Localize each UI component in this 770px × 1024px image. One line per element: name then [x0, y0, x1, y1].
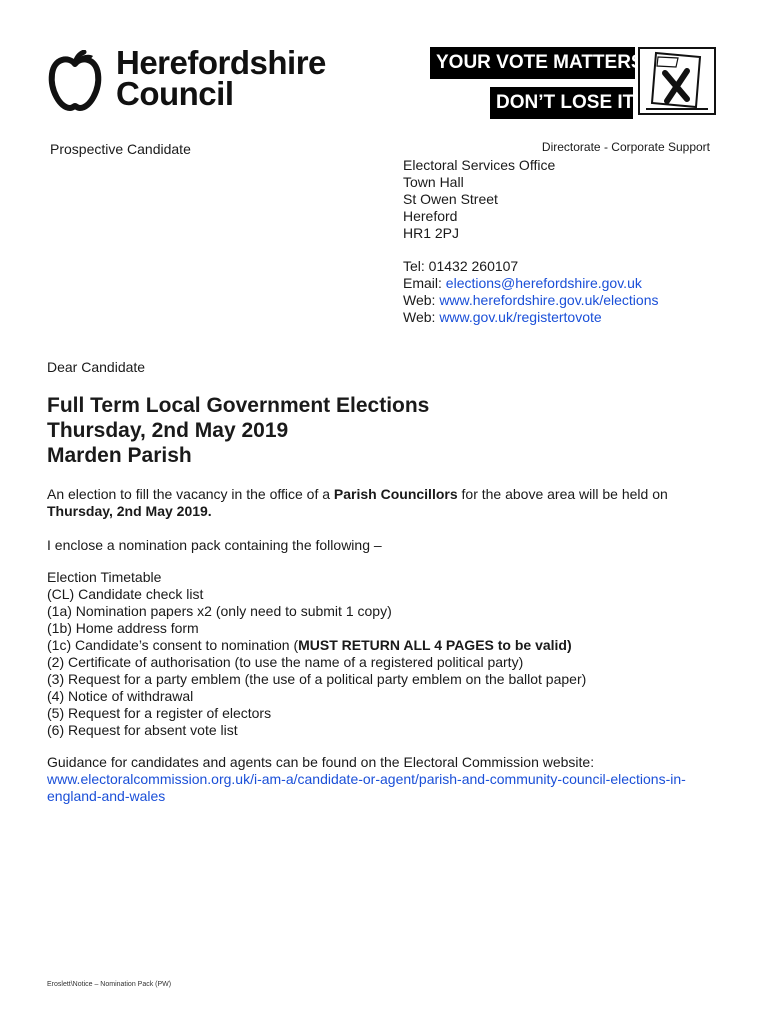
telephone: Tel: 01432 260107	[403, 258, 519, 274]
sender-address	[403, 157, 555, 242]
list-item: (2) Certificate of authorisation (to use the name of a registered political party)	[47, 654, 524, 670]
heading-parish: Marden Parish	[47, 444, 192, 467]
address-line: Hereford	[403, 208, 458, 224]
list-item: (CL) Candidate check list	[47, 586, 204, 602]
email-label: Email:	[403, 275, 446, 291]
email-link[interactable]: elections@herefordshire.gov.uk	[445, 275, 642, 291]
list-item: (6) Request for absent vote list	[47, 722, 238, 738]
directorate: Directorate - Corporate Support	[541, 140, 710, 154]
web-link-elections[interactable]: www.herefordshire.gov.uk/elections	[439, 292, 659, 308]
footer-reference: Eroslett\Notice – Nomination Pack (PW)	[47, 981, 172, 988]
list-item: (4) Notice of withdrawal	[47, 688, 194, 704]
apple-icon	[46, 50, 104, 112]
council-logo-text	[116, 44, 326, 112]
intro-text: An election to fill the vacancy in the office of a	[47, 486, 334, 502]
ballot-box-icon	[638, 47, 716, 115]
address-line: Town Hall	[403, 174, 464, 190]
consent-warning: MUST RETURN ALL 4 PAGES to be valid)	[298, 637, 572, 653]
list-item: (1a) Nomination papers x2 (only need to submit 1 copy)	[47, 603, 392, 619]
guidance-link[interactable]: www.electoralcommission.org.uk/i-am-a/candidate-or-agent/parish-and-community-council-elections-in-england-and-wales	[47, 771, 686, 804]
contact-details	[403, 258, 659, 326]
intro-office: Parish Councillors	[333, 486, 458, 502]
web-label: Web:	[403, 309, 440, 325]
email-row	[403, 275, 659, 292]
guidance-text: Guidance for candidates and agents can be found on the Electoral Commission website:	[47, 754, 595, 770]
list-item: (1b) Home address form	[47, 620, 199, 636]
intro-text-mid: for the above area will be held on	[457, 486, 668, 502]
heading-title: Full Term Local Government Elections	[47, 394, 430, 417]
intro-paragraph	[47, 486, 727, 520]
list-item: (3) Request for a party emblem (the use of a political party emblem on the ballot paper)	[47, 671, 587, 687]
web-link-register[interactable]: www.gov.uk/registertovote	[439, 309, 602, 325]
address-line: Electoral Services Office	[403, 157, 556, 173]
banner-line-2: DON’T LOSE IT	[490, 87, 633, 119]
consent-text: (1c) Candidate’s consent to nomination (	[47, 637, 299, 653]
web-label: Web:	[403, 292, 440, 308]
list-item: (5) Request for a register of electors	[47, 705, 272, 721]
address-line: HR1 2PJ	[403, 225, 460, 241]
heading-date: Thursday, 2nd May 2019	[47, 419, 289, 442]
enclosure-list	[47, 569, 727, 739]
list-item: Election Timetable	[47, 569, 162, 585]
salutation: Dear Candidate	[47, 359, 146, 375]
vote-banner	[430, 47, 644, 119]
web-row-1	[403, 292, 659, 309]
logo-line-1: Herefordshire	[116, 44, 326, 81]
letter-headings	[47, 393, 429, 468]
address-line: St Owen Street	[403, 191, 498, 207]
web-row-2	[403, 309, 659, 326]
guidance-paragraph	[47, 754, 727, 805]
logo-line-2: Council	[116, 75, 234, 112]
enclose-paragraph: I enclose a nomination pack containing the following –	[47, 537, 382, 553]
intro-date: Thursday, 2nd May 2019.	[47, 503, 212, 519]
list-item-consent	[47, 637, 727, 654]
banner-line-1: YOUR VOTE MATTERS	[430, 47, 635, 79]
recipient: Prospective Candidate	[50, 141, 191, 157]
